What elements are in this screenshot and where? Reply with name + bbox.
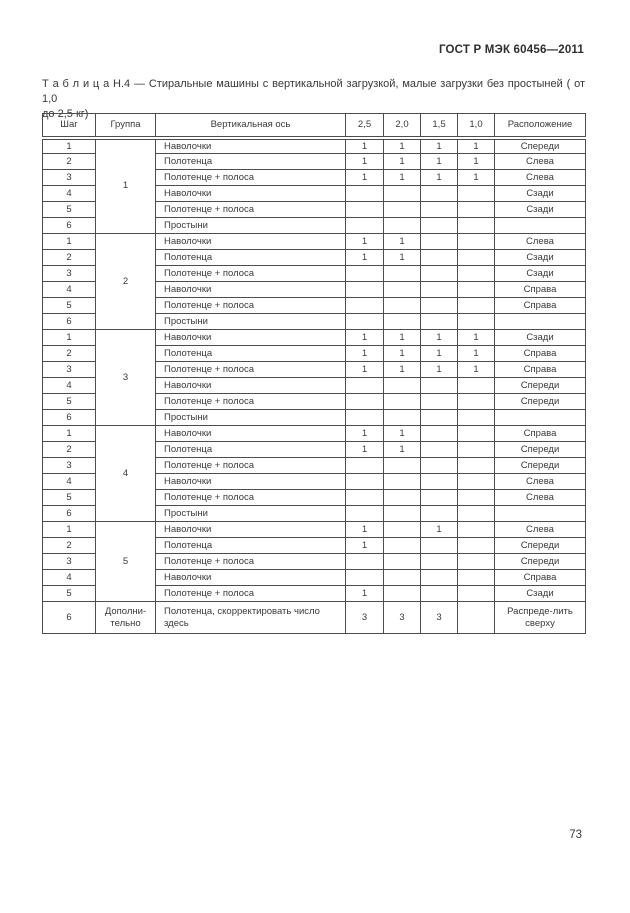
document-header: ГОСТ Р МЭК 60456—2011: [438, 44, 584, 56]
step-cell: 2: [43, 346, 96, 362]
value-cell: [458, 506, 495, 522]
value-cell: [384, 202, 421, 218]
axis-cell: Полотенце + полоса: [156, 362, 346, 378]
location-cell: [495, 218, 586, 234]
value-cell: 1: [346, 346, 384, 362]
group-cell: 5: [96, 522, 156, 602]
group-cell: Дополни-тельно: [96, 602, 156, 634]
location-cell: Сзади: [495, 250, 586, 266]
value-cell: [346, 554, 384, 570]
value-cell: 1: [421, 154, 458, 170]
value-cell: [458, 522, 495, 538]
value-cell: [421, 314, 458, 330]
axis-cell: Полотенце + полоса: [156, 298, 346, 314]
value-cell: [346, 410, 384, 426]
value-cell: [458, 410, 495, 426]
value-cell: [458, 378, 495, 394]
location-cell: Слева: [495, 154, 586, 170]
step-cell: 5: [43, 490, 96, 506]
value-cell: [458, 314, 495, 330]
value-cell: [384, 186, 421, 202]
value-cell: [346, 394, 384, 410]
value-cell: [458, 554, 495, 570]
value-cell: [458, 458, 495, 474]
location-cell: Слева: [495, 490, 586, 506]
location-cell: Распреде-лить сверху: [495, 602, 586, 634]
axis-cell: Наволочки: [156, 234, 346, 250]
col-header-group: Группа: [96, 114, 156, 138]
axis-cell: Наволочки: [156, 570, 346, 586]
value-cell: [421, 490, 458, 506]
value-cell: 1: [346, 586, 384, 602]
group-cell: 2: [96, 234, 156, 330]
value-cell: [421, 250, 458, 266]
step-cell: 6: [43, 602, 96, 634]
axis-cell: Полотенца, скорректировать число здесь: [156, 602, 346, 634]
location-cell: Спереди: [495, 538, 586, 554]
step-cell: 1: [43, 138, 96, 154]
value-cell: [384, 266, 421, 282]
step-cell: 1: [43, 330, 96, 346]
location-cell: Спереди: [495, 554, 586, 570]
table-caption-line2: до 2,5 кг): [42, 108, 89, 120]
value-cell: [346, 186, 384, 202]
group-cell: 4: [96, 426, 156, 522]
value-cell: 3: [421, 602, 458, 634]
step-cell: 3: [43, 170, 96, 186]
value-cell: [421, 394, 458, 410]
value-cell: [421, 234, 458, 250]
value-cell: [421, 554, 458, 570]
value-cell: [384, 298, 421, 314]
location-cell: Слева: [495, 170, 586, 186]
axis-cell: Полотенце + полоса: [156, 266, 346, 282]
location-cell: Справа: [495, 298, 586, 314]
value-cell: [458, 490, 495, 506]
value-cell: 1: [384, 330, 421, 346]
value-cell: [458, 474, 495, 490]
col-header-vertical-axis: Вертикальная ось: [156, 114, 346, 138]
location-cell: Сзади: [495, 186, 586, 202]
table-row: [43, 330, 586, 346]
page-number: 73: [569, 829, 582, 841]
step-cell: 1: [43, 522, 96, 538]
col-header-2-0: 2,0: [384, 114, 421, 138]
value-cell: [421, 378, 458, 394]
axis-cell: Полотенце + полоса: [156, 394, 346, 410]
step-cell: 3: [43, 362, 96, 378]
step-cell: 2: [43, 250, 96, 266]
value-cell: 1: [421, 138, 458, 154]
value-cell: 1: [458, 154, 495, 170]
step-cell: 4: [43, 378, 96, 394]
value-cell: 1: [421, 330, 458, 346]
value-cell: [421, 410, 458, 426]
table-row: [43, 138, 586, 154]
axis-cell: Наволочки: [156, 138, 346, 154]
axis-cell: Полотенце + полоса: [156, 170, 346, 186]
value-cell: 1: [346, 250, 384, 266]
step-cell: 2: [43, 154, 96, 170]
value-cell: [458, 298, 495, 314]
value-cell: [421, 586, 458, 602]
location-cell: Спереди: [495, 458, 586, 474]
location-cell: Справа: [495, 282, 586, 298]
axis-cell: Полотенце + полоса: [156, 586, 346, 602]
value-cell: [346, 490, 384, 506]
axis-cell: Полотенце + полоса: [156, 458, 346, 474]
location-cell: Слева: [495, 474, 586, 490]
value-cell: [384, 282, 421, 298]
table-body: [43, 138, 586, 634]
axis-cell: Наволочки: [156, 378, 346, 394]
step-cell: 4: [43, 282, 96, 298]
value-cell: [346, 266, 384, 282]
axis-cell: Полотенце + полоса: [156, 202, 346, 218]
value-cell: [346, 506, 384, 522]
value-cell: [421, 458, 458, 474]
step-cell: 1: [43, 426, 96, 442]
value-cell: [421, 186, 458, 202]
value-cell: [384, 394, 421, 410]
value-cell: [458, 266, 495, 282]
value-cell: [421, 426, 458, 442]
data-table: [42, 113, 586, 634]
value-cell: 1: [346, 234, 384, 250]
value-cell: [421, 298, 458, 314]
value-cell: 1: [458, 362, 495, 378]
location-cell: Спереди: [495, 378, 586, 394]
axis-cell: Полотенца: [156, 538, 346, 554]
value-cell: [346, 298, 384, 314]
step-cell: 4: [43, 186, 96, 202]
value-cell: [346, 314, 384, 330]
value-cell: 1: [346, 154, 384, 170]
value-cell: [384, 506, 421, 522]
table-row: [43, 426, 586, 442]
value-cell: 1: [384, 426, 421, 442]
value-cell: 1: [458, 170, 495, 186]
axis-cell: Наволочки: [156, 474, 346, 490]
axis-cell: Наволочки: [156, 330, 346, 346]
axis-cell: Простыни: [156, 314, 346, 330]
value-cell: 1: [384, 138, 421, 154]
value-cell: 1: [384, 234, 421, 250]
value-cell: 1: [421, 170, 458, 186]
step-cell: 3: [43, 458, 96, 474]
value-cell: 3: [384, 602, 421, 634]
value-cell: 1: [421, 346, 458, 362]
group-cell: 3: [96, 330, 156, 426]
value-cell: [421, 282, 458, 298]
value-cell: [384, 490, 421, 506]
step-cell: 6: [43, 410, 96, 426]
value-cell: [458, 538, 495, 554]
value-cell: [421, 506, 458, 522]
value-cell: 1: [346, 426, 384, 442]
value-cell: [421, 202, 458, 218]
location-cell: Справа: [495, 426, 586, 442]
value-cell: [458, 442, 495, 458]
step-cell: 6: [43, 506, 96, 522]
value-cell: 1: [346, 442, 384, 458]
axis-cell: Наволочки: [156, 186, 346, 202]
value-cell: [346, 202, 384, 218]
value-cell: [346, 378, 384, 394]
value-cell: [458, 218, 495, 234]
axis-cell: Полотенца: [156, 442, 346, 458]
value-cell: [458, 602, 495, 634]
step-cell: 3: [43, 266, 96, 282]
value-cell: 1: [384, 154, 421, 170]
step-cell: 4: [43, 474, 96, 490]
col-header-location: Расположение: [495, 114, 586, 138]
location-cell: Сзади: [495, 330, 586, 346]
location-cell: Сзади: [495, 202, 586, 218]
value-cell: 1: [384, 442, 421, 458]
value-cell: 1: [346, 538, 384, 554]
step-cell: 5: [43, 586, 96, 602]
value-cell: [421, 474, 458, 490]
value-cell: [421, 218, 458, 234]
table-row: [43, 234, 586, 250]
header-row: [43, 114, 586, 138]
value-cell: [458, 586, 495, 602]
value-cell: [384, 474, 421, 490]
location-cell: Слева: [495, 522, 586, 538]
axis-cell: Полотенца: [156, 154, 346, 170]
value-cell: 1: [384, 250, 421, 266]
location-cell: Спереди: [495, 394, 586, 410]
value-cell: [458, 426, 495, 442]
location-cell: [495, 410, 586, 426]
value-cell: [384, 410, 421, 426]
value-cell: [384, 570, 421, 586]
value-cell: [384, 378, 421, 394]
value-cell: [346, 218, 384, 234]
location-cell: Справа: [495, 346, 586, 362]
location-cell: [495, 506, 586, 522]
value-cell: [384, 586, 421, 602]
value-cell: [346, 474, 384, 490]
value-cell: 1: [458, 330, 495, 346]
value-cell: 1: [346, 362, 384, 378]
table-row: [43, 522, 586, 538]
axis-cell: Полотенце + полоса: [156, 490, 346, 506]
col-header-2-5: 2,5: [346, 114, 384, 138]
value-cell: [458, 394, 495, 410]
step-cell: 1: [43, 234, 96, 250]
col-header-step: Шаг: [43, 114, 96, 138]
location-cell: Слева: [495, 234, 586, 250]
value-cell: 1: [421, 522, 458, 538]
value-cell: 1: [384, 346, 421, 362]
value-cell: [421, 442, 458, 458]
value-cell: [346, 570, 384, 586]
value-cell: 1: [384, 170, 421, 186]
location-cell: [495, 314, 586, 330]
value-cell: [458, 186, 495, 202]
axis-cell: Наволочки: [156, 522, 346, 538]
value-cell: 1: [458, 346, 495, 362]
value-cell: [458, 250, 495, 266]
value-cell: 1: [421, 362, 458, 378]
step-cell: 4: [43, 570, 96, 586]
step-cell: 5: [43, 298, 96, 314]
value-cell: 1: [384, 362, 421, 378]
group-cell: 1: [96, 138, 156, 234]
value-cell: [458, 234, 495, 250]
axis-cell: Наволочки: [156, 282, 346, 298]
value-cell: 1: [346, 170, 384, 186]
axis-cell: Простыни: [156, 218, 346, 234]
axis-cell: Полотенца: [156, 346, 346, 362]
axis-cell: Наволочки: [156, 426, 346, 442]
location-cell: Сзади: [495, 266, 586, 282]
value-cell: [384, 218, 421, 234]
value-cell: [346, 282, 384, 298]
location-cell: Спереди: [495, 442, 586, 458]
axis-cell: Простыни: [156, 410, 346, 426]
step-cell: 5: [43, 202, 96, 218]
location-cell: Спереди: [495, 138, 586, 154]
step-cell: 2: [43, 538, 96, 554]
value-cell: [458, 570, 495, 586]
value-cell: [421, 538, 458, 554]
value-cell: 1: [346, 522, 384, 538]
table-row: [43, 602, 586, 634]
step-cell: 2: [43, 442, 96, 458]
table-caption-line1: Т а б л и ц а Н.4 — Стиральные машины с вертикальной загрузкой, малые загрузки без простыней ( от 1,0: [42, 78, 585, 105]
step-cell: 5: [43, 394, 96, 410]
value-cell: [384, 458, 421, 474]
axis-cell: Полотенца: [156, 250, 346, 266]
location-cell: Справа: [495, 362, 586, 378]
value-cell: [384, 554, 421, 570]
value-cell: [384, 522, 421, 538]
axis-cell: Полотенце + полоса: [156, 554, 346, 570]
location-cell: Сзади: [495, 586, 586, 602]
value-cell: [421, 570, 458, 586]
value-cell: [458, 202, 495, 218]
step-cell: 6: [43, 218, 96, 234]
value-cell: [458, 282, 495, 298]
col-header-1-0: 1,0: [458, 114, 495, 138]
value-cell: 1: [346, 330, 384, 346]
value-cell: 1: [346, 138, 384, 154]
value-cell: 3: [346, 602, 384, 634]
step-cell: 3: [43, 554, 96, 570]
value-cell: [346, 458, 384, 474]
value-cell: [421, 266, 458, 282]
step-cell: 6: [43, 314, 96, 330]
location-cell: Справа: [495, 570, 586, 586]
value-cell: 1: [458, 138, 495, 154]
col-header-1-5: 1,5: [421, 114, 458, 138]
axis-cell: Простыни: [156, 506, 346, 522]
value-cell: [384, 314, 421, 330]
value-cell: [384, 538, 421, 554]
